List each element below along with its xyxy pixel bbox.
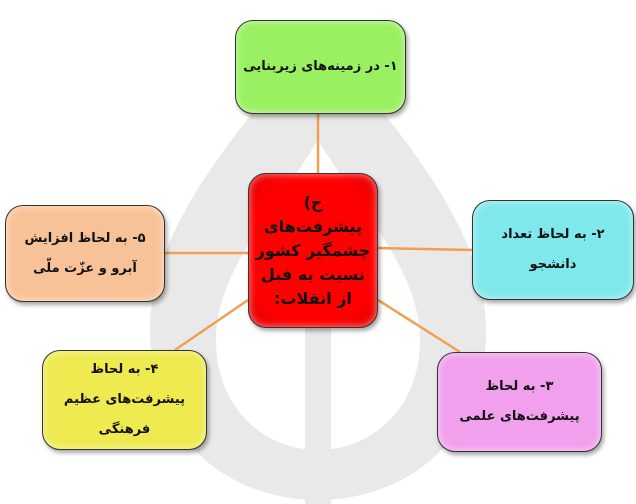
node-text: ۴- به لحاظ پیشرفت‌های عظیم فرهنگی: [63, 362, 186, 437]
node-text: ۲- به لحاظ تعداد دانشجو: [501, 227, 605, 272]
center-node: [248, 173, 378, 328]
node-infrastructure: [235, 20, 406, 114]
center-text: ح) پیشرفت‌های چشمگیر کشور نسبت به قبل از انقلاب:: [255, 192, 371, 308]
node-science: [437, 352, 602, 452]
node-text: ۵- به لحاظ افزایش آبرو و عزّت ملّی: [24, 230, 146, 276]
node-students: [472, 200, 634, 300]
node-culture: [42, 350, 207, 450]
node-text: ۳- به لحاظ پیشرفت‌های علمی: [459, 379, 580, 424]
node-national-dignity: [5, 205, 165, 302]
node-text: ۱- در زمینه‌های زیربنایی: [243, 59, 398, 74]
